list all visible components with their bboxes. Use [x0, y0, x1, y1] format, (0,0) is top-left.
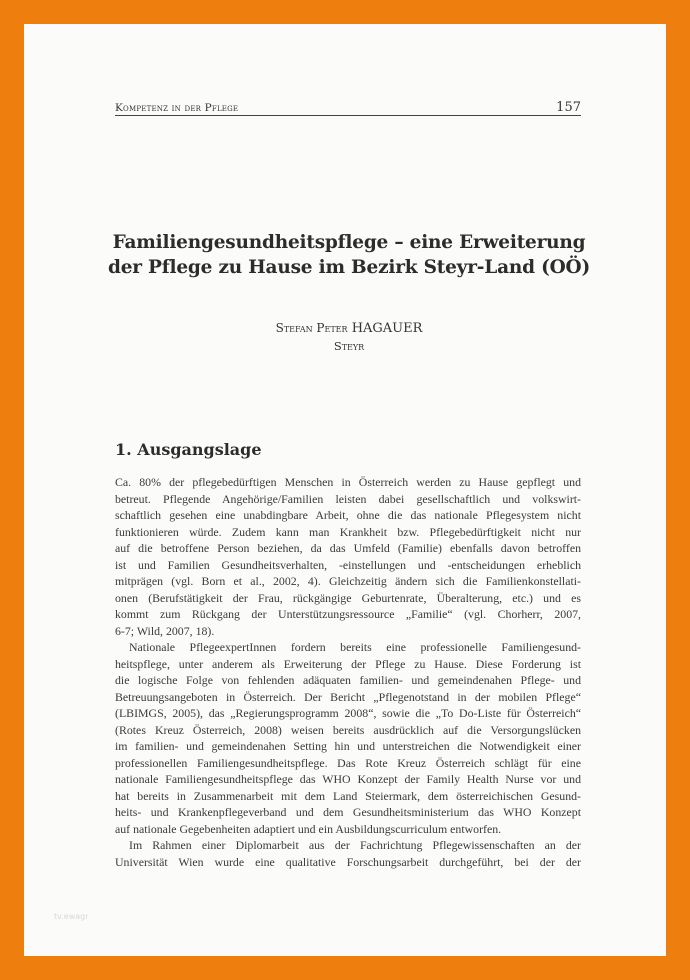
article-title-line-1: Familiengesundheitspflege – eine Erweiterung: [112, 232, 586, 253]
body-line: im familien- und gemeindenahen Setting hin und unterstreichen die Notwendigkeit einer: [115, 739, 581, 753]
section-heading: 1. Ausgangslage: [115, 440, 262, 459]
body-line: (LBIMGS, 2005), das „Regierungsprogramm 2008“, sowie die „To Do-Liste für Österreich“: [115, 706, 581, 720]
body-text: [115, 474, 581, 870]
body-line: betreut. Pflegende Angehörige/Familien leisten dabei gesellschaftlich und volkswirt-: [115, 491, 581, 506]
body-line: nationale Familiengesundheitspflege das WHO Konzept der Family Health Nurse vor und: [115, 772, 581, 786]
body-line: die logische Folge von fehlenden adäquaten familien- und gemeindenahen Pflege- und: [115, 673, 581, 687]
body-line: kommt zum Rückgang der Unterstützungsressource „Familie“ (vgl. Chorherr, 2007,: [115, 607, 581, 621]
body-line: ist und Familien Gesundheitsverhalten, -einstellungen und -entscheidungen erheblich: [115, 557, 581, 572]
running-title: Kompetenz in der Pflege: [115, 102, 239, 114]
author-surname: HAGAUER: [351, 321, 423, 336]
body-line: heits- und Krankenpflegeverband und dem Gesundheitsministerium das WHO Konzept: [115, 805, 581, 819]
body-line: heitspflege, unter anderem als Erweiterung der Pflege zu Hause. Diese Forderung ist: [115, 656, 581, 671]
body-line: onen (Berufstätigkeit der Frau, rückgängige Geburtenrate, Überalterung, etc.) und es: [115, 590, 581, 605]
body-line: Ca. 80% der pflegebedürftigen Menschen in Österreich werden zu Hause gepflegt und: [115, 475, 581, 489]
body-line: auf nationale Gegebenheiten adaptiert und ein Ausbildungscurriculum entworfen.: [115, 821, 502, 836]
author-affiliation: Steyr: [333, 339, 365, 353]
article-title-line-2: der Pflege zu Hause im Bezirk Steyr-Land (OÖ): [107, 257, 591, 278]
page-number: 157: [556, 100, 581, 115]
body-line: funktionieren würde. Zudem kann man Krankheit bzw. Pflegebedürftigkeit nicht nur: [115, 524, 581, 539]
body-line: Im Rahmen einer Diplomarbeit aus der Fachrichtung Pflegewissenschaften an der: [129, 838, 581, 852]
body-line: (Rotes Kreuz Österreich, 2008) weisen bereits ausdrücklich auf die Versorgungslücken: [115, 722, 581, 737]
body-line: mitprägen (vgl. Born et al., 2002, 4). Gleichzeitig ändern sich die Familienkonstellati-: [115, 574, 581, 588]
body-line: Betreuungsangeboten in Österreich. Der Bericht „Pflegenotstand in der mobilen Pflege“: [115, 689, 581, 704]
body-line: 6-7; Wild, 2007, 18).: [115, 623, 215, 638]
body-line: hat bereits in Zusammenarbeit mit dem Land Steiermark, dem österreichischen Gesund-: [115, 788, 581, 803]
body-line: Universität Wien wurde eine qualitative Forschungsarbeit durchgeführt, bei der der: [115, 854, 581, 869]
author-given-names: Stefan Peter: [275, 321, 348, 335]
watermark: tv.ewagr: [54, 912, 89, 921]
document-page: [24, 24, 666, 956]
body-line: professionellen Familiengesundheitspflege. Das Rote Kreuz Österreich schlägt für eine: [115, 755, 581, 770]
header-rule: [115, 115, 581, 116]
body-line: schaftlich gesehen eine unabdingbare Arbeit, ohne die das nationale Pflegesystem nicht: [115, 508, 581, 522]
body-line: auf die betroffene Person beziehen, da das Umfeld (Familie) ebenfalls davon betroffen: [115, 541, 581, 555]
author-name: [124, 321, 574, 336]
body-line: Nationale PflegeexpertInnen fordern bereits eine professionelle Familiengesund-: [129, 640, 581, 654]
